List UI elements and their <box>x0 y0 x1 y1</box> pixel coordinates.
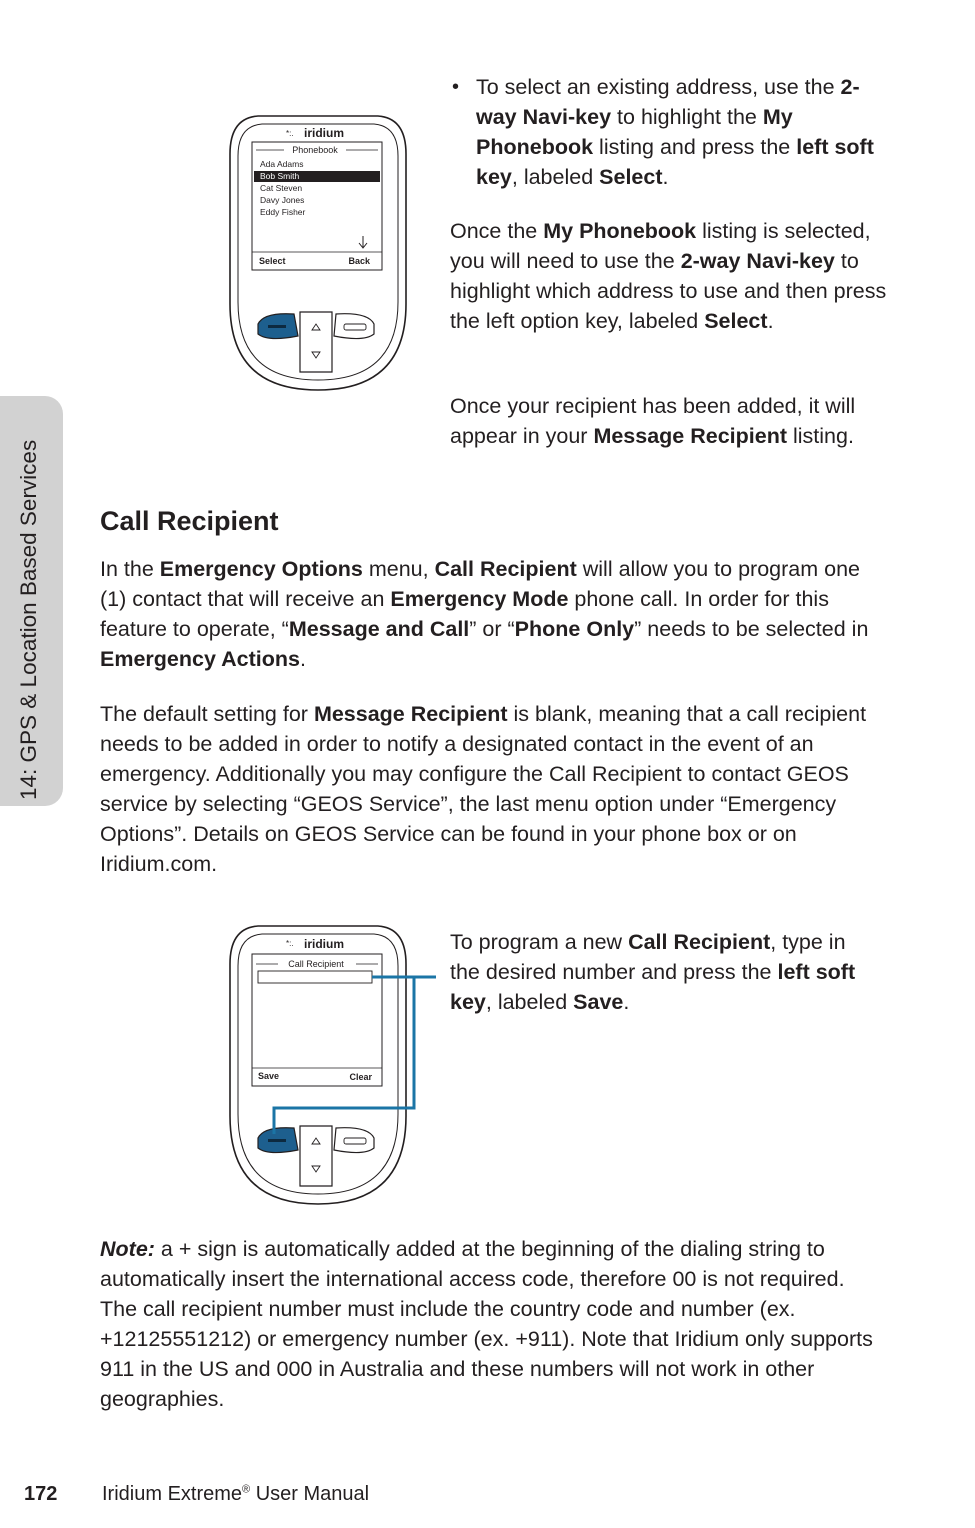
svg-text:*:.: *:. <box>286 129 294 138</box>
phone2-softkey-right: Clear <box>349 1072 372 1082</box>
right-soft-key-icon <box>334 314 374 339</box>
phone1-contact-2-selected: Bob Smith <box>260 171 300 181</box>
section-heading-call-recipient: Call Recipient <box>100 506 279 536</box>
navi-key-icon <box>300 1126 332 1186</box>
chapter-tab-label: 14: GPS & Location Based Services <box>16 439 41 800</box>
phone1-contact-3: Cat Steven <box>260 183 303 193</box>
paragraph-phonebook-selected: Once the My Phonebook listing is selected, you will need to use the 2-way Navi-key to highlight which address to use and then press the left option key, labeled Select. <box>450 219 887 333</box>
paragraph-default-setting: The default setting for Message Recipient is blank, meaning that a call recipient needs to be added in order to notify a designated contact in the event of an emergency. Additionally you may configure the Call Recipient to contact GEOS service by selecting “GEOS Service”, the last menu option under “Emergency Options”. Details on GEOS Service can be found in your phone box or on Iridium.com. <box>100 702 867 876</box>
page-number: 172 <box>24 1483 58 1505</box>
phone2-brand: iridium <box>304 937 345 951</box>
svg-text:*:.: *:. <box>286 939 294 948</box>
right-soft-key-icon <box>334 1128 374 1153</box>
phone2-softkey-left: Save <box>258 1071 280 1081</box>
phone2-screen-title: Call Recipient <box>288 959 344 969</box>
note-paragraph: Note: a + sign is automatically added at the beginning of the dialing string to automatically insert the international access code, therefore 00 is not required. The call recipient number must include the country code and number (ex. +12125551212) or emergency number (ex. +911). Note that Iridium only supports 911 in the US and 000 in Australia and these numbers will not work in other geographies. <box>100 1237 873 1411</box>
paragraph-program-call-recipient: To program a new Call Recipient, type in the desired number and press the left soft key, labeled Save. <box>450 930 856 1014</box>
phone1-contact-1: Ada Adams <box>260 159 304 169</box>
phone-illustration-phonebook <box>228 114 408 392</box>
phone-illustration-call-recipient <box>228 924 448 1206</box>
phone1-contact-4: Davy Jones <box>260 195 305 205</box>
phone1-softkey-left: Select <box>259 256 286 266</box>
note-label: Note: <box>100 1237 155 1261</box>
bullet-marker: • <box>452 76 460 98</box>
phone1-softkey-right: Back <box>348 256 370 266</box>
paragraph-call-recipient-intro: In the Emergency Options menu, Call Recipient will allow you to program one (1) contact that will receive an Emergency Mode phone call. In order for this feature to operate, “Message and Call” or “Phone Only” needs to be selected in Emergency Actions. <box>100 557 869 671</box>
paragraph-recipient-added: Once your recipient has been added, it will appear in your Message Recipient listing. <box>450 394 856 448</box>
phone2-number-entry-field <box>258 971 372 983</box>
phone1-screen-title: Phonebook <box>292 145 338 155</box>
phone1-contact-5: Eddy Fisher <box>260 207 306 217</box>
navi-key-icon <box>300 312 332 372</box>
footer-manual-title: Iridium Extreme® User Manual <box>102 1483 370 1505</box>
phone1-brand: iridium <box>304 126 345 140</box>
bullet-select-address: To select an existing address, use the 2-way Navi-key to highlight the My Phonebook listing and press the left soft key, labeled Select. <box>476 75 874 189</box>
